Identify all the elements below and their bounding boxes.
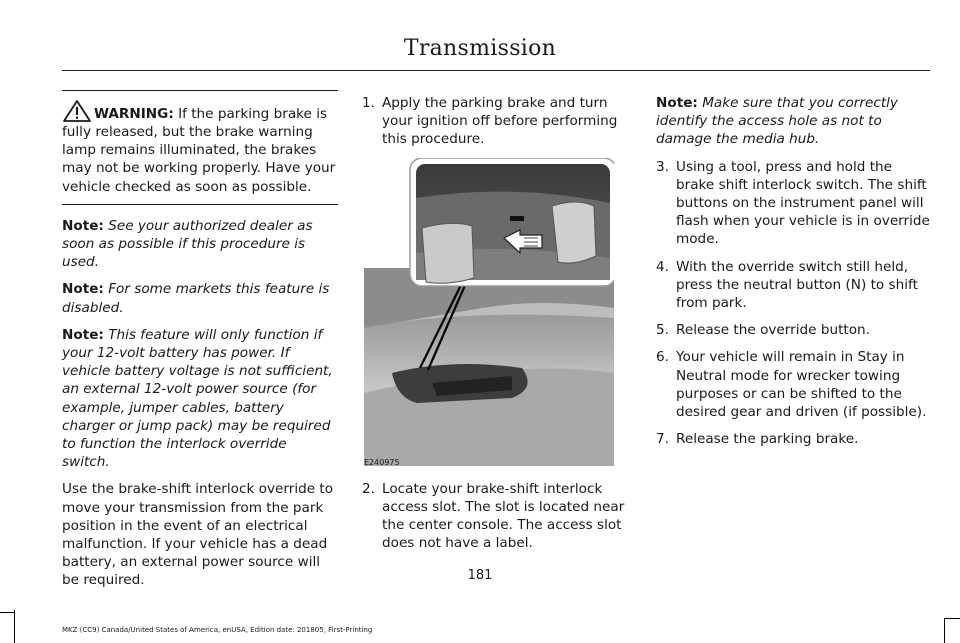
step-text: Your vehicle will remain in Stay in Neutral mode for wrecker towing purposes or can be shifted to the desired gear and driven (if possible). bbox=[676, 349, 927, 421]
note-text: See your authorized dealer as soon as possible if this procedure is used. bbox=[62, 217, 313, 271]
note-label: Note: bbox=[62, 281, 104, 298]
step-7 bbox=[656, 430, 932, 448]
warning-box bbox=[62, 90, 338, 205]
step-text: Apply the parking brake and turn your ignition off before performing this procedure. bbox=[382, 95, 618, 148]
warning-text: If the parking brake is fully released, but the brake warning lamp remains illuminated, the brakes may not be working properly. Have your vehicle checked as soon as possible. bbox=[62, 105, 336, 195]
note-2 bbox=[62, 280, 338, 316]
note-text: This feature will only function if your 12-volt battery has power. If vehicle battery voltage is not sufficient, an external 12-volt power source (for example, jumper cables, battery charger or jump pack) may be required to function the interlock override switch. bbox=[62, 326, 333, 471]
warning-triangle-icon bbox=[62, 99, 92, 123]
column-left bbox=[62, 90, 338, 599]
crop-mark-left-h bbox=[0, 612, 14, 613]
page-number: 181 bbox=[467, 568, 493, 583]
step-text: Using a tool, press and hold the brake shift interlock switch. The shift buttons on the instrument panel will flash when your vehicle is in override mode. bbox=[676, 158, 930, 248]
column-middle bbox=[362, 94, 632, 561]
step-text: Release the override button. bbox=[676, 322, 870, 339]
step-number: 3. bbox=[656, 158, 669, 175]
crop-mark-right-h bbox=[945, 618, 960, 619]
interlock-illustration bbox=[362, 158, 614, 468]
crop-mark-right-v bbox=[944, 618, 945, 643]
step-4 bbox=[656, 258, 932, 313]
note-1 bbox=[62, 217, 338, 272]
note-label: Note: bbox=[62, 217, 104, 234]
step-number: 2. bbox=[362, 480, 375, 497]
column-right bbox=[656, 94, 932, 457]
title-rule bbox=[62, 70, 930, 71]
step-5 bbox=[656, 321, 932, 339]
step-number: 7. bbox=[656, 431, 669, 448]
step-1 bbox=[362, 94, 632, 149]
figure-code: E240975 bbox=[364, 457, 400, 467]
note-text: For some markets this feature is disabled. bbox=[62, 281, 330, 316]
note-3 bbox=[62, 326, 338, 472]
step-number: 5. bbox=[656, 322, 669, 339]
page-title: Transmission bbox=[403, 36, 557, 61]
step-text: With the override switch still held, press the neutral button (N) to shift from park. bbox=[676, 258, 918, 312]
note-label: Note: bbox=[656, 95, 698, 111]
footer-edition: MKZ (CC9) Canada/United States of America, enUSA, Edition date: 201805, First-Printing bbox=[62, 626, 373, 634]
step-3 bbox=[656, 158, 932, 249]
note-media-hub bbox=[656, 94, 932, 149]
crop-mark-left-v bbox=[14, 610, 15, 643]
body-paragraph: Use the brake-shift interlock override to move your transmission from the park position in the event of an electrical malfunction. If your vehicle has a dead battery, an external power source will be required. bbox=[62, 481, 334, 589]
step-number: 1. bbox=[362, 95, 375, 111]
step-number: 4. bbox=[656, 258, 669, 275]
step-6 bbox=[656, 348, 932, 421]
step-number: 6. bbox=[656, 349, 669, 366]
note-label: Note: bbox=[62, 326, 104, 343]
step-text: Release the parking brake. bbox=[676, 431, 859, 448]
step-2 bbox=[362, 480, 632, 553]
step-text: Locate your brake-shift interlock access slot. The slot is located near the center console. The access slot does not have a label. bbox=[382, 480, 625, 552]
note-text: Make sure that you correctly identify the access hole as not to damage the media hub. bbox=[656, 95, 898, 148]
warning-label: WARNING: bbox=[94, 105, 174, 122]
